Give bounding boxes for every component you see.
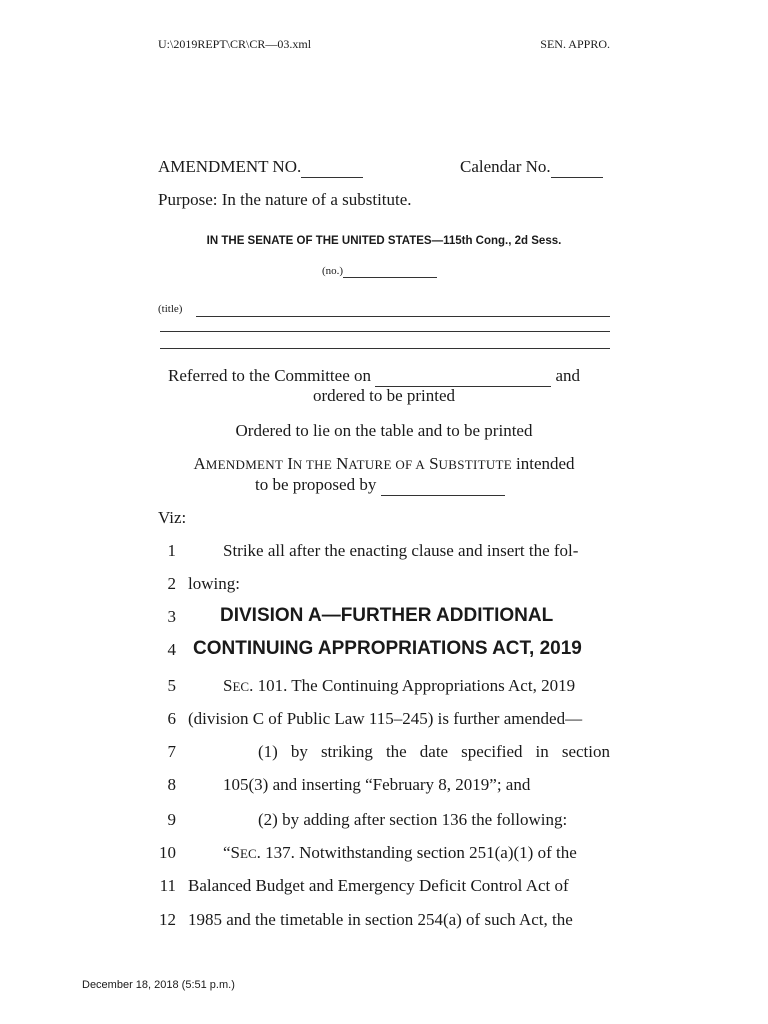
bill-text-line: (1) by striking the date specified in section <box>258 742 610 761</box>
ains-w4-rest: UBSTITUTE <box>438 457 513 472</box>
section-137-line <box>223 843 577 863</box>
proposed-by-label: to be proposed by <box>255 475 377 494</box>
proposed-by-blank <box>381 475 505 496</box>
sec-small: EC <box>240 846 257 861</box>
ains-intended: intended <box>516 454 575 473</box>
ains-w1-cap: A <box>193 454 206 473</box>
line-number: 4 <box>167 640 176 659</box>
line-number: 7 <box>167 742 176 761</box>
bill-text-line: lowing: <box>188 574 240 593</box>
bill-text-line: (division C of Public Law 115–245) is further amended— <box>188 709 583 728</box>
title-label: (title) <box>158 303 183 315</box>
division-heading-line-2: CONTINUING APPROPRIATIONS ACT, 2019 <box>193 638 582 659</box>
line-number: 6 <box>167 709 176 728</box>
line-number: 2 <box>167 574 176 593</box>
bill-text-line: 1985 and the timetable in section 254(a) of such Act, the <box>188 910 573 929</box>
sec-cap: S <box>223 676 233 695</box>
referral-line-2: ordered to be printed <box>312 386 456 405</box>
bill-number-blank <box>343 265 437 278</box>
line-number: 11 <box>159 876 176 895</box>
senate-heading: IN THE SENATE OF THE UNITED STATES—115th Cong., 2d Sess. <box>206 235 562 247</box>
proposed-by-line <box>255 475 505 496</box>
bill-text-line: (2) by adding after section 136 the following: <box>258 810 568 829</box>
section-101-line <box>223 676 575 696</box>
title-blank-line-3 <box>160 348 610 349</box>
file-path-header: U:\2019REPT\CR\CR—03.xml <box>158 37 312 51</box>
line-number: 9 <box>167 810 176 829</box>
section-137-text: . 137. Notwithstanding section 251(a)(1) of the <box>256 843 577 862</box>
ains-line <box>0 454 768 474</box>
sec-small: EC <box>232 679 250 694</box>
sec-cap: S <box>230 843 241 862</box>
footer-timestamp: December 18, 2018 (5:51 p.m.) <box>82 979 235 991</box>
title-blank-line-2 <box>160 331 610 332</box>
bill-text-line: 105(3) and inserting “February 8, 2019”; and <box>223 775 531 794</box>
section-101-text: . 101. The Continuing Appropriations Act, 2019 <box>249 676 576 695</box>
ordered-line: Ordered to lie on the table and to be printed <box>235 421 533 440</box>
line-number: 10 <box>159 843 176 862</box>
referral-line <box>168 366 580 387</box>
line-number: 1 <box>167 541 176 560</box>
ains-w3-rest: ATURE OF A <box>348 457 426 472</box>
referral-and: and <box>555 366 581 385</box>
calendar-number <box>460 157 603 178</box>
line-number: 3 <box>167 607 176 626</box>
ains-w3-cap: N <box>336 454 349 473</box>
calendar-number-label: Calendar No. <box>460 157 551 176</box>
amendment-number <box>158 157 363 178</box>
line-number: 8 <box>167 775 176 794</box>
committee-header: SEN. APPRO. <box>540 37 610 51</box>
bill-text-line: Strike all after the enacting clause and insert the fol- <box>223 541 579 560</box>
ains-w2-rest: N THE <box>292 457 333 472</box>
bill-number-label: (no.) <box>322 265 344 277</box>
line-number: 5 <box>167 676 176 695</box>
bill-text-line: Balanced Budget and Emergency Deficit Control Act of <box>188 876 569 895</box>
viz-label: Viz: <box>158 508 187 527</box>
committee-blank <box>375 366 551 387</box>
amendment-number-label: AMENDMENT NO. <box>158 157 302 176</box>
ains-w4-cap: S <box>429 454 439 473</box>
open-quote: “ <box>223 843 231 862</box>
ains-w2-cap: I <box>287 454 293 473</box>
title-blank-line-1 <box>196 316 610 317</box>
amendment-number-blank <box>301 157 363 178</box>
purpose-line: Purpose: In the nature of a substitute. <box>158 190 412 209</box>
ains-w1-rest: MENDMENT <box>205 457 284 472</box>
line-number: 12 <box>159 910 176 929</box>
division-heading-line-1: DIVISION A—FURTHER ADDITIONAL <box>220 605 554 626</box>
referral-label: Referred to the Committee on <box>168 366 371 385</box>
bill-number <box>322 265 437 278</box>
calendar-number-blank <box>551 157 603 178</box>
